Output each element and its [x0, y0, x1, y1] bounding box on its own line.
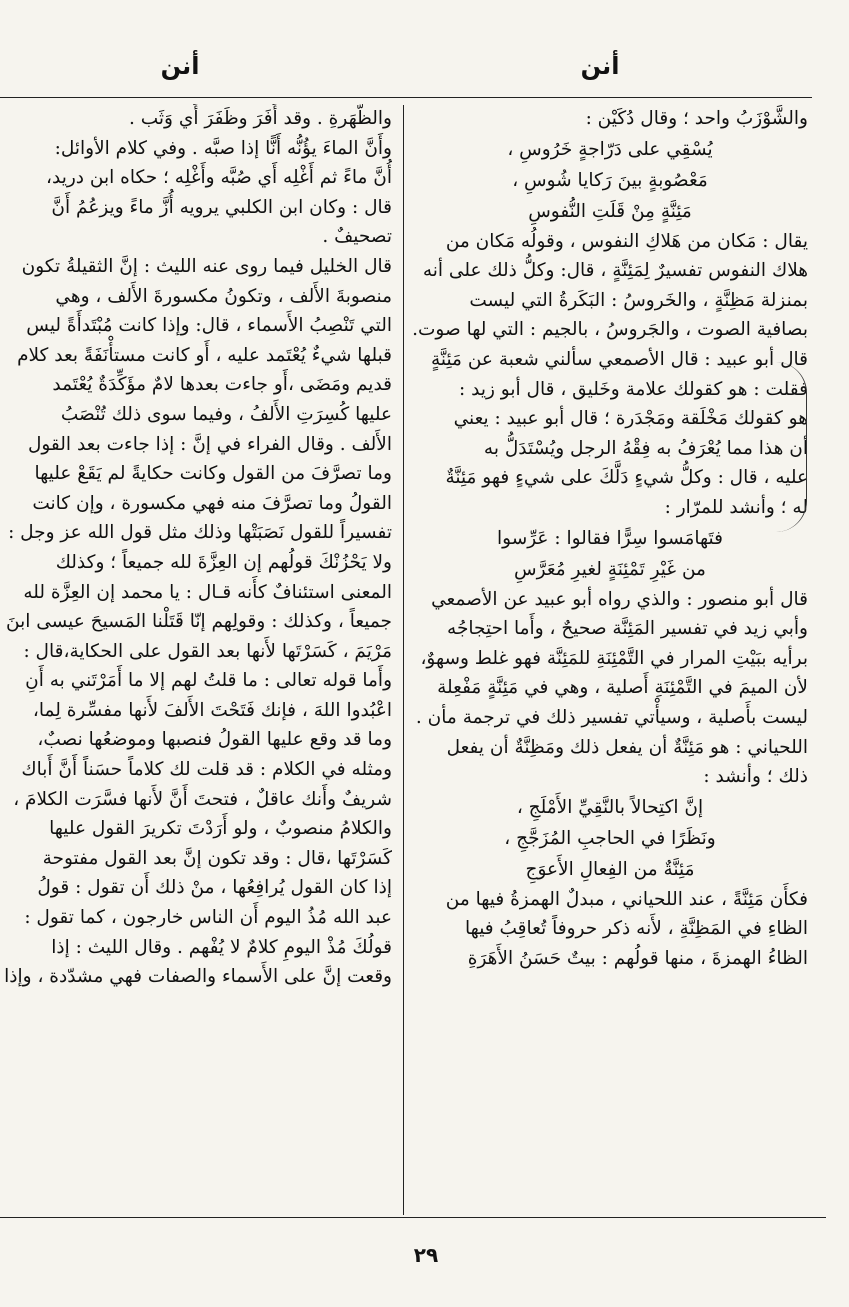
right-column-paragraph-b	[412, 227, 808, 523]
text-line: وقعت إنَّ على الأَسماء والصفات فهي مشدّدة ، وإذا	[4, 966, 392, 988]
text-line: وما قد وقع عليها القولُ فنصبها وموضعُها نصبٌ،	[37, 729, 392, 751]
column-divider	[403, 105, 404, 1215]
text-line: الظاءُ الهمزةَ ، منها قولُهم : بيتٌ حَسَنُ الأَهَرَةِ	[467, 947, 808, 969]
running-header-right: أنن	[580, 52, 620, 80]
text-line: الظاءِ في المَظِنَّةِ ، لأَنه ذكر حروفاً تُعاقِبُ فيها	[465, 918, 808, 940]
verse-line: من غَيْرِ تَمْئِنَةٍ لغيرِ مُعَرَّسِ	[514, 558, 706, 580]
text-line: مَرْيَمَ ، كَسَرْتَها لأَنها بعد القول على الحكاية،قال :	[23, 640, 392, 662]
verse-line: يُسْقِي على دَرّاجةٍ خَرُوسِ ،	[507, 138, 713, 160]
header-rule	[0, 97, 812, 98]
text-line: قال أبو عبيد : قال الأصمعي سألني شعبة عن مَئِنَّةٍ	[430, 348, 808, 370]
text-line: شريفٌ وأَنك عاقلٌ ، فتحتَ أَنَّ لأَنها فسَّرَت الكلامَ ،	[13, 788, 392, 810]
text-line: ومثله في الكلام : قد قلت لك كلاماً حسَناً أَنَّ أَباك	[21, 759, 392, 781]
text-line: قبلها شيءٌ يُعْتَمد عليه ، أَو كانت مستأْنَفَةً بعد كلام	[17, 344, 392, 366]
text-line: اللحياني : هو مَئِنَّةٌ أن يفعل ذلك ومَظِنَّةٌ أن يفعل	[446, 736, 808, 758]
text-line: التي تَنْصِبُ الأَسماء ، قال: وإذا كانت مُبْتَدأَةً ليس	[26, 315, 392, 337]
verse-line: ونَظَرًا في الحاجبِ المُزَجَّجِ ،	[504, 827, 716, 849]
text-line: ولا يَحْزُنْكَ قولُهم إن العِزَّةَ لله جميعاً ؛ وكذلك	[55, 551, 392, 573]
right-column-verse-a	[412, 134, 808, 227]
verse-line: فتَهامَسوا سِرًّا فقالوا : عَرِّسوا	[497, 527, 723, 549]
text-line: تصحيفٌ .	[322, 226, 392, 248]
text-line: عليه ، قال : وكلُّ شيءٍ دَلَّكَ على شيءٍ فهو مَئِنَّةٌ	[445, 467, 808, 489]
text-line: تفسيراً للقول نَصَبَتْها وذلك مثل قول الله عز وجل :	[8, 522, 392, 544]
text-line: والكلامُ منصوبٌ ، ولو أَرَدْتَ تكريرَ القول عليها	[49, 818, 392, 840]
right-column-verse-c	[412, 792, 808, 885]
text-line: ذلك ؛ وأنشد :	[703, 766, 808, 788]
text-line: برأيه ببَيْتِ المرار في التَّمْئِنَةِ للمَئِنَّة فهو غلط وسهوٌ،	[420, 647, 808, 669]
text-line: بمنزلة مَظِنَّةٍ ، والخَروسُ : البَكَرةُ التي ليست	[469, 289, 808, 311]
text-line: والظَّهَرةِ . وقد أَفَرَ وظَفَرَ أَي وَثَب .	[128, 108, 392, 129]
text-line: قال الخليل فيما روى عنه الليث : إنَّ الثقيلةُ تكون	[21, 255, 392, 277]
text-line: وأَما قوله تعالى : ما قلتُ لهم إلا ما أَمَرْتَني به أَنِ	[25, 670, 392, 692]
text-line: وأبي زيد في تفسير المَئِنَّة صحيحٌ ، وأَما احتِجاجُه	[447, 618, 808, 640]
text-line: الأَلف . وقال الفراء في إنَّ : إذا جاءت بعد القول	[27, 433, 392, 455]
text-line: له ؛ وأنشد للمرّار :	[664, 496, 808, 518]
text-line: بصافية الصوت ، والجَروسُ ، بالجيم : التي لها صوت.	[412, 319, 808, 341]
text-line: أن هذا مما يُعْرَفُ به فِقْهُ الرجل ويُسْتَدَلُّ به	[483, 437, 808, 459]
verse-line: مَعْصُوبةٍ بينَ رَكايا شُوسِ ،	[512, 169, 708, 191]
text-line: القولُ وما تصرَّفَ منه فهي مكسورة ، وإن كانت	[32, 492, 392, 514]
text-line: اعْبُدوا اللهَ ، فإنك فَتَحْتَ الأَلفَ لأَنها مفسِّرة لِما،	[32, 699, 392, 721]
verse-line: إنَّ اكتِحالاً بالنَّقِيِّ الأَمْلَجِ ،	[516, 796, 704, 818]
margin-bracket-mark	[776, 362, 807, 532]
text-line: المعنى استئنافٌ كأَنه قـال : يا محمد إن العِزَّة لله	[23, 581, 392, 603]
text-line: قولُكَ مُذْ اليومِ كلامٌ لا يُفْهم . وقال الليث : إذا	[51, 936, 392, 958]
text-line: هو كقولك مَخْلَقة ومَجْدَرة ؛ قال أبو عبيد : يعني	[453, 408, 808, 430]
text-line: عليها كُسِرَتِ الأَلفُ ، وفيما سوى ذلك تُنْصَبُ	[60, 403, 392, 425]
text-line: إذا كان القول يُرافِعُها ، منْ ذلك أَن تقول : قولُ	[37, 877, 392, 899]
right-column-paragraph-c	[412, 585, 808, 792]
text-line: لأن الميمَ في التَّمْئِنَةِ أَصلية ، وهي في مَئِنَّةٍ مَفْعِلة	[437, 677, 808, 699]
text-line: أُنَّ ماءً ثم أَغْلِه أَي صُبَّه وأَغْلِه ؛ حكاه ابن دريد،	[46, 167, 392, 189]
text-line: قديم ومَضَى ،أَو جاءت بعدها لامٌ مؤَكِّدَةٌ يُعْتَمد	[52, 374, 392, 396]
right-column-paragraph-a	[412, 104, 808, 134]
text-line: كَسَرْتَها ،قال : وقد تكون إنَّ بعد القول مفتوحة	[42, 847, 392, 869]
page-number: ٢٩	[413, 1243, 439, 1267]
text-line: فقلت : هو كقولك علامة وخَليق ، قال أبو زيد :	[459, 378, 808, 400]
text-line: قال أبو منصور : والذي رواه أبو عبيد عن الأصمعي	[431, 588, 808, 610]
text-line: هلاك النفوس تفسيرٌ لِمَئِنَّةٍ ، قال: وكلُّ ذلك على أنه	[422, 260, 808, 282]
text-line: قال : وكان ابن الكلبي يرويه أُزَّ ماءً ويزعُمُ أَنَّ	[51, 196, 392, 218]
right-column-verse-b	[412, 523, 808, 585]
text-line: وما تصرَّفَ من القول وكانت حكايةً لم يَقَعْ عليها	[34, 463, 392, 485]
text-line: ليست بأَصلية ، وسيأْتي تفسير ذلك في ترجمة مأن .	[415, 706, 808, 728]
text-line: فكأَن مَئِنَّةً ، عند اللحياني ، مبدلٌ الهمزةُ فيها من	[445, 888, 808, 910]
text-line: وأَنَّ الماءَ يؤُنُّه أَنًّا إذا صبَّه . وفي كلام الأوائل:	[54, 137, 392, 159]
footer-rule	[0, 1217, 826, 1218]
text-line: يقال : مَكان من هَلاكِ النفوس ، وقولُه مَكان من	[445, 230, 808, 252]
right-column-paragraph-d	[412, 885, 808, 974]
verse-line: مَئِنَّةٍ مِنْ قَلَتِ النُّفوسِ	[528, 200, 692, 222]
text-line: منصوبةَ الأَلف ، وتكونُ مكسورةَ الأَلف ، وهي	[55, 285, 392, 307]
text-line: والشَّوْزَبُ واحد ؛ وقال دُكَيْن :	[585, 108, 808, 129]
text-line: عبد الله مُذُ اليوم أَن الناس خارجون ، كما تقول :	[24, 907, 392, 929]
left-column-text	[0, 104, 392, 992]
right-column	[412, 104, 808, 973]
text-line: جميعاً ، وكذلك : وقولِهم إنّا قَتَلْنا المَسيحَ عيسى ابنَ	[5, 611, 392, 633]
running-header-left: أنن	[160, 52, 200, 80]
left-column	[0, 104, 392, 992]
verse-line: مَئِنَّةٌ من الفِعالِ الأَعوَجِ	[525, 858, 695, 880]
